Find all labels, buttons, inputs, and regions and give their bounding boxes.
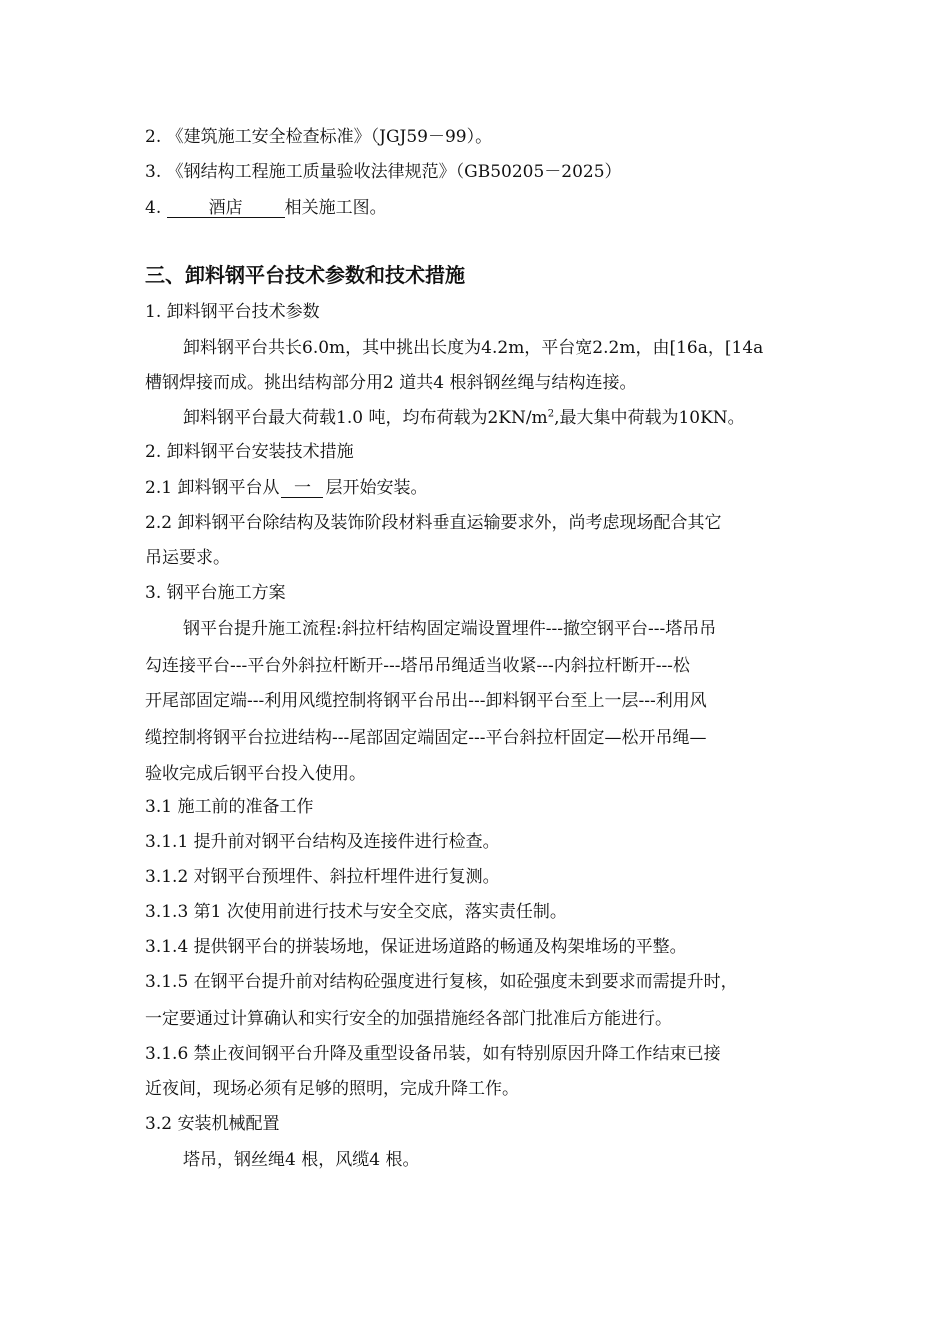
flow-line-3: 开尾部固定端---利用风缆控制将钢平台吊出---卸料钢平台至上一层---利用风 (145, 691, 707, 711)
item-3-2-body: 塔吊，钢丝绳4 根，风缆4 根。 (183, 1150, 420, 1170)
item-3-1-4: 3.1.4 提供钢平台的拼装场地，保证进场道路的畅通及构架堆场的平整。 (145, 937, 687, 957)
flow-line-2: 勾连接平台---平台外斜拉杆断开---塔吊吊绳适当收紧---内斜拉杆断开---松 (145, 656, 690, 676)
hotel-name-blank: 酒店 (167, 199, 285, 218)
params-line-1: 卸料钢平台共长6.0m，其中挑出长度为4.2m，平台宽2.2m，由[16a，[14a (183, 338, 764, 358)
item-3-1-title: 3.1 施工前的准备工作 (145, 797, 314, 817)
item-2-1-b: 层开始安装。 (325, 478, 428, 498)
item-3-1-6-line-2: 近夜间，现场必须有足够的照明，完成升降工作。 (145, 1079, 519, 1099)
reference-3: 3. 《钢结构工程施工质量验收法律规范》（GB50205－2025） (145, 162, 622, 182)
reference-2: 2. 《建筑施工安全检查标准》（JGJ59－99）。 (145, 127, 493, 147)
subsection-3-title: 3. 钢平台施工方案 (145, 583, 286, 603)
item-3-1-1: 3.1.1 提升前对钢平台结构及连接件进行检查。 (145, 832, 500, 852)
subsection-1-title: 1. 卸料钢平台技术参数 (145, 302, 320, 322)
item-3-1-3: 3.1.3 第1 次使用前进行技术与安全交底，落实责任制。 (145, 902, 567, 922)
item-3-2-title: 3.2 安装机械配置 (145, 1114, 280, 1134)
item-3-1-6-line-1: 3.1.6 禁止夜间钢平台升降及重型设备吊装，如有特别原因升降工作结束已接 (145, 1044, 721, 1064)
item-3-1-2: 3.1.2 对钢平台预埋件、斜拉杆埋件进行复测。 (145, 867, 500, 887)
load-unit-superscript: 2 (547, 408, 555, 420)
params-line-2: 槽钢焊接而成。挑出结构部分用2 道共4 根斜钢丝绳与结构连接。 (145, 373, 637, 393)
load-params (183, 407, 745, 429)
item-3-1-5-line-1: 3.1.5 在钢平台提升前对结构砼强度进行复核，如砼强度未到要求而需提升时， (145, 972, 738, 992)
load-params-a: 卸料钢平台最大荷载1.0 吨，均布荷载为2KN/m (183, 408, 548, 428)
start-floor-blank: 一 (281, 479, 323, 498)
load-params-b: ,最大集中荷载为10KN。 (554, 408, 745, 428)
item-3-1-5-line-2: 一定要通过计算确认和实行安全的加强措施经各部门批准后方能进行。 (145, 1009, 672, 1029)
reference-4 (145, 197, 387, 219)
item-2-1-a: 2.1 卸料钢平台从 (145, 478, 280, 498)
flow-line-4: 缆控制将钢平台拉进结构---尾部固定端固定---平台斜拉杆固定—松开吊绳— (145, 728, 707, 748)
item-2-2-line-1: 2.2 卸料钢平台除结构及装饰阶段材料垂直运输要求外，尚考虑现场配合其它 (145, 513, 722, 533)
flow-line-1: 钢平台提升施工流程:斜拉杆结构固定端设置埋件---撤空钢平台---塔吊吊 (183, 619, 717, 639)
item-2-2-line-2: 吊运要求。 (145, 548, 230, 568)
item-2-1 (145, 477, 427, 499)
subsection-2-title: 2. 卸料钢平台安装技术措施 (145, 442, 354, 462)
reference-4-number: 4. (145, 198, 162, 218)
flow-line-5: 验收完成后钢平台投入使用。 (145, 764, 366, 784)
reference-4-tail: 相关施工图。 (284, 198, 387, 218)
section-heading: 三、卸料钢平台技术参数和技术措施 (145, 263, 465, 287)
